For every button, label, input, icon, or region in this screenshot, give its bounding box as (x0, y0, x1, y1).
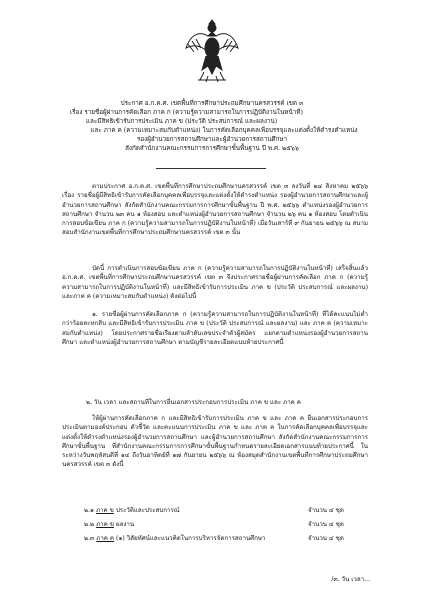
announcement-subject-line2: และมีสิทธิเข้ารับการประเมิน ภาค ข (ประวัติ ประสบการณ์ และผลงาน) (86, 118, 278, 125)
item-number: ๒.๒ (84, 521, 95, 528)
announcement-title: ประกาศ อ.ก.ค.ศ. เขตพื้นที่การศึกษาประถมศึกษานครสวรรค์ เขต ๓ (120, 100, 304, 107)
header-divider (156, 168, 266, 169)
announcement-subject: เรื่อง รายชื่อผู้ผ่านการคัดเลือก ภาค ก (ความรู้ความสามารถในการปฏิบัติงานในหน้าที่) (70, 109, 303, 116)
list-item (84, 520, 368, 529)
page-continuation: /๓. วัน เวลา... (331, 576, 370, 583)
garuda-emblem (184, 14, 240, 84)
item-count: จำนวน ๔ ชุด (308, 521, 344, 528)
paragraph-background: ตามประกาศ อ.ก.ค.ศ. เขตพื้นที่การศึกษาประถมศึกษานครสวรรค์ เขต ๓ ลงวันที่ ๒๔ สิงหาคม ๒๕๖๖ เรื่อง รายชื่อผู้มีสิทธิเข้ารับการคัดเลือกบุคคลเพื่อบรรจุและแต่งตั้งให้ดำรงตำแหน่ง รองผู้อำนวยการสถานศึกษาและผู้อำนวยการสถานศึกษา สังกัดสำนักงานคณะกรรมการการศึกษาขั้นพื้นฐาน ปี พ.ศ. ๒๕๖๖ ตำแหน่งรองผู้อำนวยการสถานศึกษา จำนวน ๒๓ คน ๑ ห้องสอบ และตำแหน่งผู้อำนวยการสถานศึกษา จำนวน ๒๖ คน ๑ ห้องสอบ โดยดำเนินการสอบข้อเขียน ภาค ก (ความรู้ความสามารถในการปฏิบัติงานในหน้าที่) เมื่อวันเสาร์ที่ ๙ กันยายน ๒๕๖๖ ณ สนามสอบสำนักงานเขตพื้นที่การศึกษาประถมศึกษานครสวรรค์ เขต ๓ นั้น (62, 183, 368, 237)
announcement-subject-line3: และ ภาค ค (ความเหมาะสมกับตำแหน่ง) ในการคัดเลือกบุคคลเพื่อบรรจุและแต่งตั้งให้ดำรงตำแหน่ง (90, 127, 358, 134)
paragraph-section-2: ให้ผู้ผ่านการคัดเลือกภาค ก และมีสิทธิเข้ารับการประเมิน ภาค ข และ ภาค ค ยื่นเอกสารประกอบการประเมินตามองค์ประกอบ ตัวชี้วัด และคะแนนการประเมิน ภาค ข และ ภาค ค ในการคัดเลือกบุคคลเพื่อบรรจุและแต่งตั้งให้ดำรงตำแหน่งรองผู้อำนวยการสถานศึกษา และผู้อำนวยการสถานศึกษา สังกัดสำนักงานคณะกรรมการการศึกษาขั้นพื้นฐาน ที่สำนักงานคณะกรรมการการศึกษาขั้นพื้นฐานกำหนดรายละเอียดเอกสารแนบท้ายประกาศนี้ ในระหว่างวันพฤหัสบดีที่ ๑๔ ถึงวันอาทิตย์ที่ ๑๗ กันยายน ๒๕๖๖ ณ ห้องสมุดสำนักงานเขตพื้นที่การศึกษาประถมศึกษานครสวรรค์ เขต ๓ ดังนี้ (62, 415, 368, 469)
paragraph-section-1: ๑. รายชื่อผู้ผ่านการคัดเลือกภาค ก (ความรู้ความสามารถในการปฏิบัติงานในหน้าที่) ที่ได้คะแนนไม่ต่ำกว่าร้อยละหกสิบ และมีสิทธิเข้ารับการประเมิน ภาค ข (ประวัติ ประสบการณ์ และผลงาน) และ ภาค ค (ความเหมาะสมกับตำแหน่ง) โดยประกาศรายชื่อเรียงตามลำดับเลขประจำตัวผู้สมัคร แยกตามตำแหน่งรองผู้อำนวยการสถานศึกษา และตำแหน่งผู้อำนวยการสถานศึกษา ตามบัญชีรายละเอียดแนบท้ายประกาศนี้ (62, 311, 368, 346)
item-count: จำนวน ๔ ชุด (308, 507, 344, 514)
item-label: ผลงาน (115, 521, 135, 528)
announcement-subject-line5: สังกัดสำนักงานคณะกรรมการการศึกษาขั้นพื้นฐาน ปี พ.ศ. ๒๕๖๖ (125, 145, 299, 152)
item-number: ๒.๑ (84, 507, 94, 514)
list-item (84, 534, 368, 543)
item-label: (๑) วิสัยทัศน์และแนวคิดในการบริหารจัดการสถานศึกษา (116, 535, 266, 542)
item-count: จำนวน ๔ ชุด (308, 535, 344, 542)
list-item (84, 506, 368, 515)
paragraph-announcement: บัดนี้ การดำเนินการสอบข้อเขียน ภาค ก (ความรู้ความสามารถในการปฏิบัติงานในหน้าที่) เสร็จสิ้นแล้ว อ.ก.ค.ศ. เขตพื้นที่การศึกษาประถมศึกษานครสวรรค์ เขต ๓ จึงประกาศรายชื่อผู้ผ่านการคัดเลือก ภาค ก (ความรู้ความสามารถในการปฏิบัติงานในหน้าที่) และมีสิทธิเข้ารับการประเมิน ภาค ข (ประวัติ ประสบการณ์ และผลงาน) และภาค ค (ความเหมาะสมกับตำแหน่ง) ดังต่อไปนี้ (62, 265, 368, 300)
announcement-subject-line4: รองผู้อำนวยการสถานศึกษาและผู้อำนวยการสถานศึกษา (136, 136, 288, 143)
item-prefix: ภาค ข (96, 521, 114, 528)
item-prefix: ภาค ค (96, 535, 115, 542)
item-label: ประวัติและประสบการณ์ (115, 507, 180, 514)
section-2-heading: ๒. วัน เวลา และสถานที่ในการยื่นเอกสารประกอบการประเมิน ภาค ข และ ภาค ค (86, 399, 301, 406)
item-number: ๒.๓ (84, 535, 95, 542)
item-prefix: ภาค ข (95, 507, 114, 514)
